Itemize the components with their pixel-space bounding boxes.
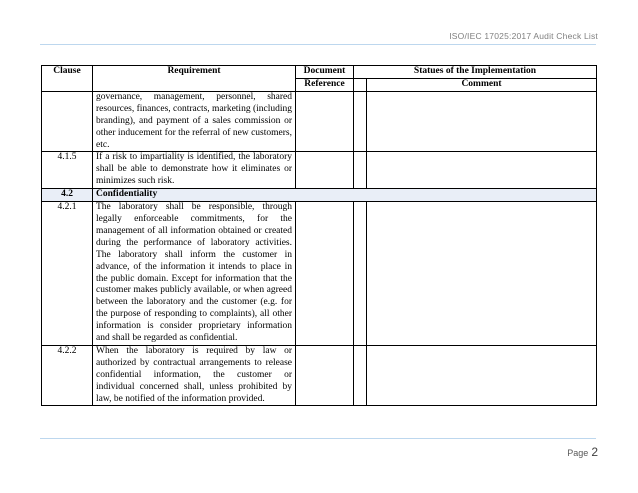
page-number: 2: [591, 445, 598, 459]
document-reference-cell[interactable]: [296, 202, 354, 346]
requirement-column-header: Requirement: [93, 66, 296, 92]
audit-checklist-table: [41, 65, 597, 406]
footer-divider: [40, 438, 596, 439]
status-empty-subheader: [354, 79, 367, 92]
document-reference-cell[interactable]: [296, 91, 354, 152]
table-row: [42, 345, 597, 406]
comment-column-header: Comment: [367, 79, 597, 92]
page-label: Page: [567, 448, 589, 458]
status-cell[interactable]: [354, 345, 367, 406]
document-reference-cell[interactable]: [296, 345, 354, 406]
document-header-title: ISO/IEC 17025:2017 Audit Check List: [449, 31, 598, 41]
table-row: [42, 91, 597, 152]
section-title-cell: Confidentiality: [93, 189, 597, 202]
document-column-header: Document: [296, 66, 354, 79]
clause-cell: 4.2.2: [42, 345, 93, 406]
status-column-header: Statues of the Implementation: [354, 66, 597, 79]
comment-cell[interactable]: [367, 91, 597, 152]
requirement-cell: governance, management, personnel, shared resources, finances, contracts, marketing (including branding), and payment of a sales commission or other inducement for the referral of new customers, etc.: [93, 91, 296, 152]
status-cell[interactable]: [354, 91, 367, 152]
section-clause-cell: 4.2: [42, 189, 93, 202]
comment-cell[interactable]: [367, 345, 597, 406]
status-cell[interactable]: [354, 202, 367, 346]
table-row: [42, 152, 597, 189]
clause-cell: 4.2.1: [42, 202, 93, 346]
requirement-cell: When the laboratory is required by law or authorized by contractual arrangements to release confidential information, the customer or individual concerned shall, unless prohibited by law, be notified of the information provided.: [93, 345, 296, 406]
comment-cell[interactable]: [367, 152, 597, 189]
page-footer: [567, 445, 598, 459]
requirement-cell: If a risk to impartiality is identified, the laboratory shall be able to demonstrate how it eliminates or minimizes such risk.: [93, 152, 296, 189]
reference-column-header: Reference: [296, 79, 354, 92]
requirement-cell: The laboratory shall be responsible, through legally enforceable commitments, for the management of all information obtained or created during the performance of laboratory activities. The laboratory shall inform the customer in advance, of the information it intends to place in the public domain. Except for information that the customer makes publicly available, or when agreed between the laboratory and the customer (e.g. for the purpose of responding to complaints), all other information is consider proprietary information and shall be regarded as confidential.: [93, 202, 296, 346]
section-row: [42, 189, 597, 202]
clause-cell: 4.1.5: [42, 152, 93, 189]
comment-cell[interactable]: [367, 202, 597, 346]
clause-column-header: Clause: [42, 66, 93, 92]
status-cell[interactable]: [354, 152, 367, 189]
header-divider: [40, 44, 596, 45]
document-reference-cell[interactable]: [296, 152, 354, 189]
clause-cell: [42, 91, 93, 152]
table-row: [42, 202, 597, 346]
